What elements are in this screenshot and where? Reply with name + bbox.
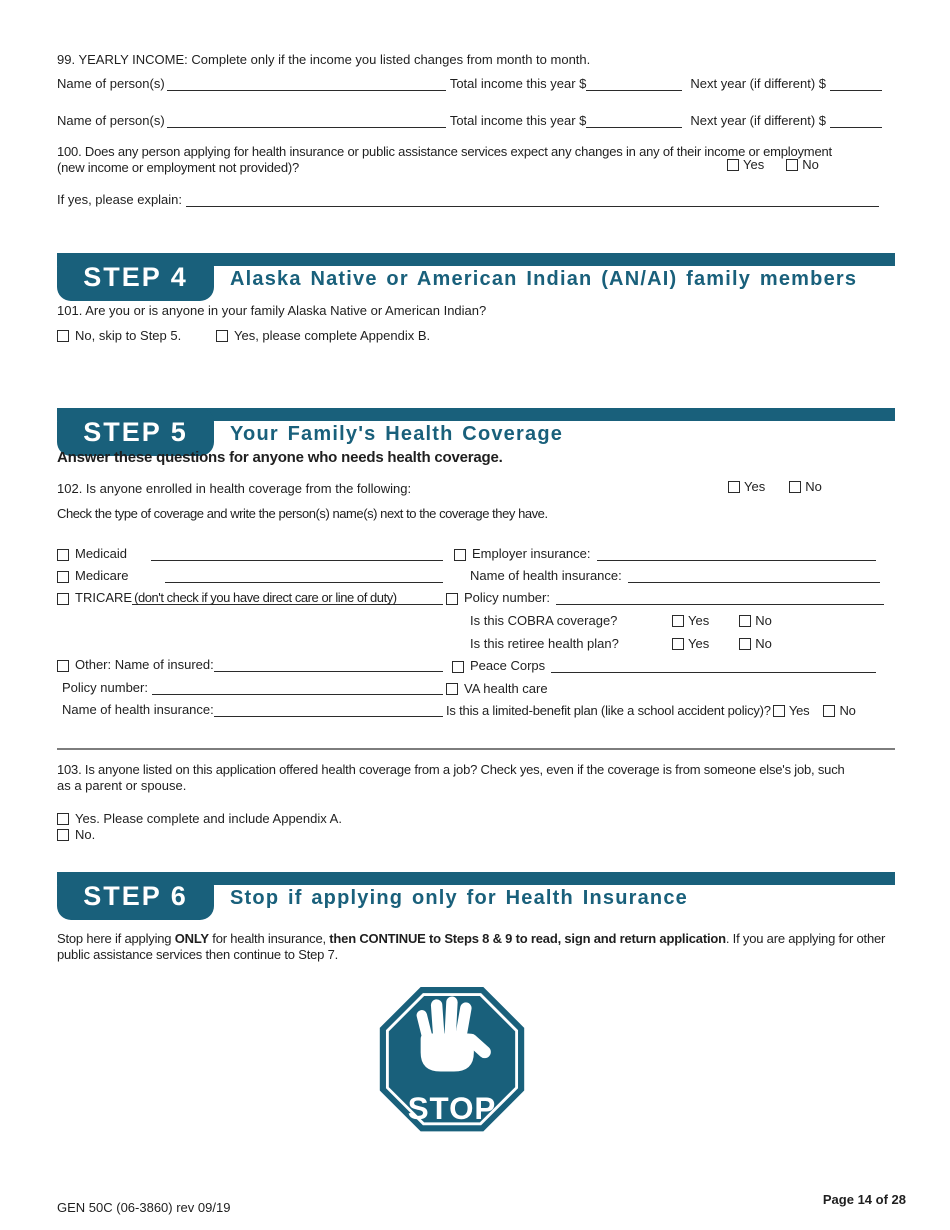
retiree-question: Is this retiree health plan? [470, 636, 619, 651]
checkbox-q102-yes[interactable] [728, 481, 740, 493]
step5-badge: STEP 5 [57, 408, 214, 456]
q103-yes-label: Yes. Please complete and include Appendix A. [75, 811, 342, 826]
employer-label: Employer insurance: [472, 546, 591, 561]
cobra-yes-option [672, 613, 709, 628]
checkbox-cobra-yes[interactable] [672, 615, 684, 627]
q99-total-label: Total income this year $ [449, 76, 587, 91]
health-insurance-name-label: Name of health insurance: [470, 568, 622, 583]
health-insurance-name-label: Name of health insurance: [62, 702, 214, 717]
step6-badge: STEP 6 [57, 872, 214, 920]
peace-corps-label: Peace Corps [470, 658, 546, 673]
employer-row [446, 546, 898, 561]
input-line-q99-name-2[interactable] [167, 113, 446, 128]
q99-name-label: Name of person(s) [57, 76, 165, 91]
medicaid-label: Medicaid [75, 546, 128, 561]
right-health-name-row [470, 568, 898, 583]
checkbox-limited-yes[interactable] [773, 705, 785, 717]
q99-next-label: Next year (if different) $ [690, 76, 826, 91]
input-line-medicare[interactable] [165, 568, 443, 583]
input-line-left-policy[interactable] [152, 680, 443, 695]
step4-badge: STEP 4 [57, 253, 214, 301]
step6-text: . If you are applying for other public assistance services then continue to Step 7. [57, 931, 886, 962]
checkbox-va[interactable] [446, 683, 458, 695]
no-label: No [755, 636, 772, 651]
limited-benefit-row [446, 703, 898, 718]
step6-title: Stop if applying only for Health Insurance [230, 887, 688, 909]
yes-label: Yes [743, 157, 765, 172]
no-label: No [802, 157, 819, 172]
limited-yes-option [773, 703, 810, 718]
input-line-q99-next-2[interactable] [830, 113, 882, 128]
yes-label: Yes [688, 613, 710, 628]
cobra-question: Is this COBRA coverage? [470, 613, 618, 628]
q100-explain-row [57, 192, 879, 207]
footer-page-number: Page 14 of 28 [822, 1192, 906, 1207]
q99-row-1 [57, 76, 882, 91]
input-line-q99-next-1[interactable] [830, 76, 882, 91]
input-line-other-insured[interactable] [214, 657, 443, 672]
q100-explain-label: If yes, please explain: [57, 192, 183, 207]
q100-text-line1: 100. Does any person applying for health insurance or public assistance services expect any changes in any of their income or employment [57, 144, 832, 159]
input-line-q100-explain[interactable] [186, 192, 879, 207]
q101-option-no [57, 328, 181, 343]
yes-label: Yes [688, 636, 710, 651]
yes-label: Yes [788, 703, 810, 718]
step5-intro: Answer these questions for anyone who needs health coverage. [57, 449, 503, 466]
policy-number-label: Policy number: [464, 590, 550, 605]
input-line-right-policy[interactable] [556, 590, 884, 605]
left-health-name-row [62, 702, 443, 717]
q103-no-option [57, 827, 95, 842]
input-line-peace-corps[interactable] [551, 658, 876, 673]
checkbox-q100-yes[interactable] [727, 159, 739, 171]
tricare-label: TRICARE [75, 590, 133, 605]
medicare-label: Medicare [75, 568, 129, 583]
checkbox-q103-no[interactable] [57, 829, 69, 841]
medicare-row [57, 568, 443, 583]
input-line-q99-total-2[interactable] [586, 113, 682, 128]
q101-text: 101. Are you or is anyone in your family Alaska Native or American Indian? [57, 303, 487, 318]
other-label: Other: Name of insured: [75, 657, 214, 672]
step5-title: Your Family's Health Coverage [230, 423, 564, 445]
step6-paragraph [57, 931, 899, 963]
step4-title: Alaska Native or American Indian (AN/AI) family members [230, 268, 858, 290]
step6-text: for health insurance, [208, 931, 330, 946]
policy-number-label: Policy number: [62, 680, 148, 695]
checkbox-cobra-no[interactable] [739, 615, 751, 627]
retiree-row [470, 636, 898, 651]
q103-text-line2: as a parent or spouse. [57, 778, 187, 793]
q102-yes-no [728, 479, 822, 494]
checkbox-tricare[interactable] [57, 593, 69, 605]
q102-no-option [789, 479, 822, 494]
stop-text: STOP [407, 1091, 497, 1127]
q102-text: 102. Is anyone enrolled in health coverage from the following: [57, 481, 412, 496]
checkbox-medicare[interactable] [57, 571, 69, 583]
footer-form-number: GEN 50C (06-3860) rev 09/19 [57, 1200, 231, 1215]
stop-sign [376, 984, 528, 1142]
section-divider [57, 748, 895, 750]
q103-no-label: No. [75, 827, 96, 842]
input-line-q99-name-1[interactable] [167, 76, 446, 91]
checkbox-employer[interactable] [454, 549, 466, 561]
input-line-employer[interactable] [597, 546, 877, 561]
q100-yes-option [727, 157, 764, 172]
input-line-q99-total-1[interactable] [586, 76, 682, 91]
other-insured-row [57, 657, 443, 672]
cobra-no-option [739, 613, 772, 628]
q101-yes-label: Yes, please complete Appendix B. [234, 328, 431, 343]
step6-text-bold: then CONTINUE to Steps 8 & 9 to read, sign and return application [329, 931, 726, 946]
step6-text: Stop here if applying [57, 931, 175, 946]
medicaid-row [57, 546, 443, 561]
step6-text-bold: ONLY [174, 931, 209, 946]
checkbox-q102-no[interactable] [789, 481, 801, 493]
no-label: No [805, 479, 822, 494]
input-line-left-health-name[interactable] [214, 702, 443, 717]
checkbox-q100-no[interactable] [786, 159, 798, 171]
checkbox-peace-corps[interactable] [452, 661, 464, 673]
tricare-note-on-line[interactable]: (don't check if you have direct care or line of duty) [132, 590, 443, 605]
cobra-row [470, 613, 898, 628]
checkbox-other[interactable] [57, 660, 69, 672]
checkbox-retiree-no[interactable] [739, 638, 751, 650]
checkbox-retiree-yes[interactable] [672, 638, 684, 650]
retiree-no-option [739, 636, 772, 651]
input-line-right-health-name[interactable] [628, 568, 880, 583]
q102-yes-option [728, 479, 765, 494]
checkbox-policy[interactable] [446, 593, 458, 605]
limited-benefit-question: Is this a limited-benefit plan (like a school accident policy)? [446, 703, 771, 718]
no-label: No [755, 613, 772, 628]
no-label: No [839, 703, 856, 718]
q99-row-2 [57, 113, 882, 128]
q99-next-label: Next year (if different) $ [690, 113, 826, 128]
checkbox-q101-yes[interactable] [216, 330, 228, 342]
q99-name-label: Name of person(s) [57, 113, 165, 128]
checkbox-medicaid[interactable] [57, 549, 69, 561]
va-row [446, 681, 898, 696]
input-line-medicaid[interactable] [151, 546, 443, 561]
checkbox-q103-yes[interactable] [57, 813, 69, 825]
va-label: VA health care [464, 681, 548, 696]
peace-corps-row [446, 658, 898, 673]
limited-no-option [823, 703, 855, 718]
tricare-row [57, 590, 443, 605]
q100-text-line2: (new income or employment not provided)? [57, 160, 300, 175]
q100-yes-no [727, 157, 819, 172]
q103-yes-option [57, 811, 342, 826]
q99-heading: 99. YEARLY INCOME: Complete only if the income you listed changes from month to month. [57, 52, 591, 67]
q101-option-yes [216, 328, 430, 343]
q102-note: Check the type of coverage and write the person(s) name(s) next to the coverage they have. [57, 506, 548, 521]
q101-no-label: No, skip to Step 5. [75, 328, 182, 343]
left-policy-row [62, 680, 443, 695]
yes-label: Yes [744, 479, 766, 494]
checkbox-q101-no[interactable] [57, 330, 69, 342]
q103-text-line1: 103. Is anyone listed on this application offered health coverage from a job? Check yes, even if the coverage is from someone else's job, such [57, 762, 845, 777]
checkbox-limited-no[interactable] [823, 705, 835, 717]
retiree-yes-option [672, 636, 709, 651]
q100-no-option [786, 157, 819, 172]
right-policy-row [446, 590, 898, 605]
q99-total-label: Total income this year $ [449, 113, 587, 128]
